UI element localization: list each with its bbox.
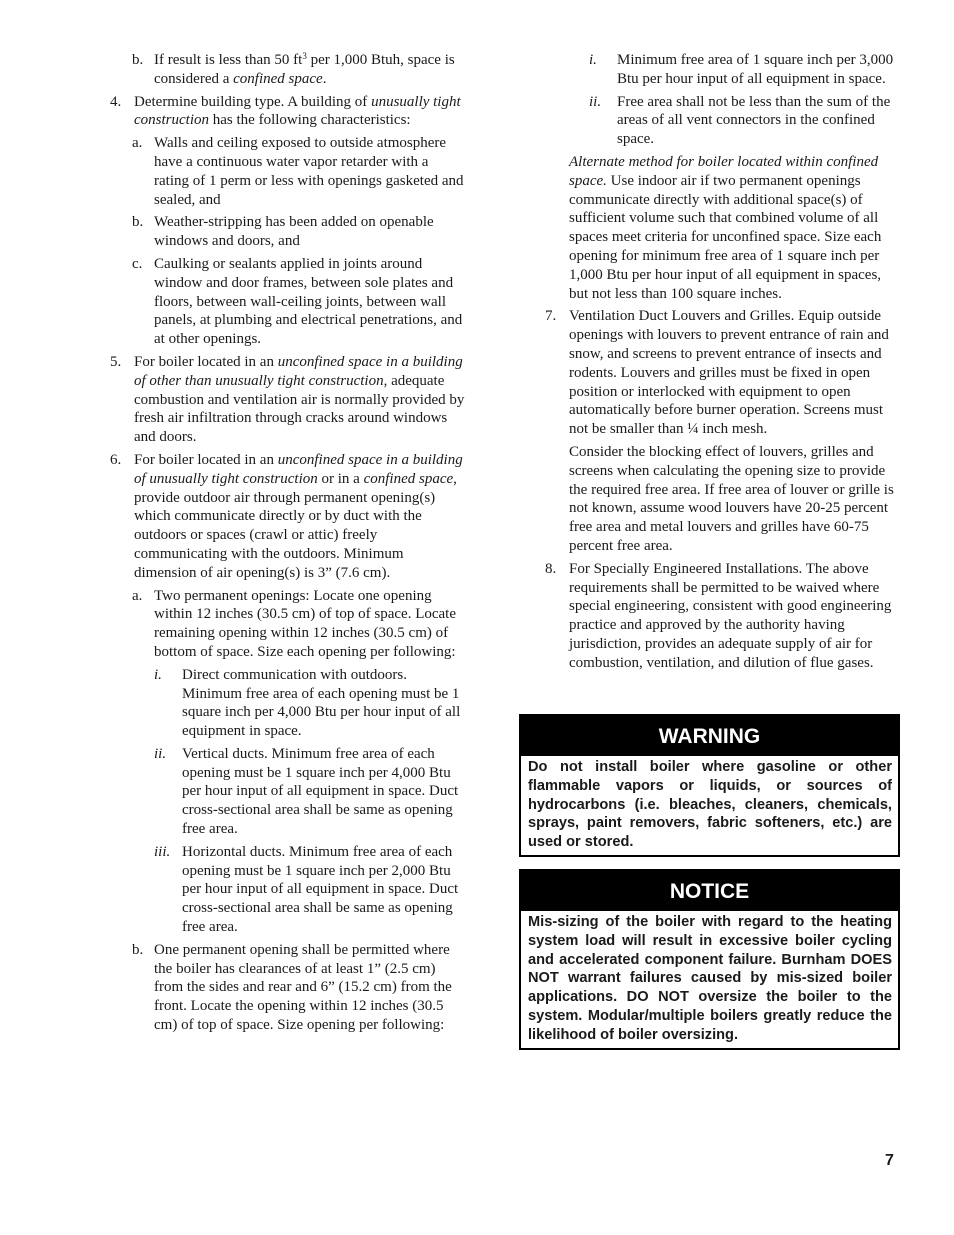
list-label: b.: [132, 941, 144, 958]
alternate-method-paragraph: Alternate method for boiler located within confined space. Use indoor air if two permanent openings communicate directly with additional space(s) of sufficient volume such that combined volume of all spaces meet criteria for unconfined space. Size each opening for minimum free area of 1 square inch per 1,000 Btu per hour input of all equipment in spaces, but not less than 100 square inches.: [569, 153, 882, 302]
notice-title: NOTICE: [521, 871, 898, 911]
list-label: 8.: [545, 560, 557, 577]
page-number: 7: [885, 1152, 894, 1169]
list-item-6b-ii: ii. Free area shall not be less than the sum of the areas of all vent connectors in the confined space.: [589, 93, 891, 148]
notice-body: Mis-sizing of the boiler with regard to the heating system load will result in excessive boiler cycling and accelerated component failure. Burnham DOES NOT warrant failures caused by mis-sized boiler applications. DO NOT oversize the boiler to the system. Modular/multiple boilers greatly reduce the likelihood of boiler oversizing.: [528, 914, 892, 1043]
list-label: a.: [132, 587, 143, 604]
list-item-4a: a. Walls and ceiling exposed to outside atmosphere have a continuous water vapor retarder with a rating of 1 perm or less with openings gasketed and sealed, and: [132, 135, 464, 208]
list-item-4b: b. Weather-stripping has been added on openable windows and doors, and: [132, 214, 434, 250]
list-label: b.: [132, 52, 144, 68]
warning-title: WARNING: [521, 716, 898, 756]
list-label: ii.: [154, 745, 167, 762]
list-item-6a-i: i. Direct communication with outdoors. Minimum free area of each opening must be 1 square inch per 4,000 Btu per hour input of all equipment in space.: [154, 666, 461, 740]
list-label: i.: [154, 666, 162, 683]
louver-paragraph: Consider the blocking effect of louvers, grilles and screens when calculating the opening size to provide the required free area. If free area of louver or grille is not known, assume wood louvers have 20-25 percent free area and metal louvers and grilles have 60-75 percent free area.: [569, 443, 894, 554]
list-label: a.: [132, 135, 143, 152]
list-label: 5.: [110, 353, 122, 370]
warning-box: [519, 714, 900, 857]
list-item-6a-ii: ii. Vertical ducts. Minimum free area of each opening must be 1 square inch per 4,000 Btu per hour input of all equipment in space. Duct cross-sectional area shall be same as opening free area.: [154, 745, 459, 838]
list-item-6a-iii: iii. Horizontal ducts. Minimum free area of each opening must be 1 square inch per 2,000 Btu per hour input of all equipment in space. Duct cross-sectional area shall be same as opening free area.: [154, 843, 459, 936]
list-label: 6.: [110, 451, 122, 468]
list-label: 7.: [545, 308, 557, 325]
list-item-4c: c. Caulking or sealants applied in joints around window and door frames, between sole plates and floors, between wall-ceiling joints, between wall panels, at plumbing and electrical penetrations, and at other openings.: [132, 255, 463, 348]
list-label: ii.: [589, 93, 602, 110]
list-label: 4.: [110, 93, 122, 110]
list-label: iii.: [154, 843, 171, 860]
list-item-4-building-type: 4. Determine building type. A building of unusually tight construction has the following characteristics:: [110, 93, 461, 129]
list-label: c.: [132, 255, 143, 272]
list-item-6a: a. Two permanent openings: Locate one opening within 12 inches (30.5 cm) of top of space. Locate remaining opening within 12 inches (30.5 cm) of bottom of space. Size each opening per following:: [132, 587, 456, 660]
list-label: b.: [132, 214, 144, 231]
list-item-7: 7. Ventilation Duct Louvers and Grilles. Equip outside openings with louvers to prevent entrance of rain and snow, and screens to prevent entrance of insects and rodents. Louvers and grilles must be fixed in open position or interlocked with equipment to open automatically before burner operation. Screens must not be smaller than ¼ inch mesh.: [545, 308, 889, 438]
list-item-6b-i: i. Minimum free area of 1 square inch per 3,000 Btu per hour input of all equipment in space.: [589, 52, 894, 87]
left-column: [110, 51, 466, 1039]
list-item-8: 8. For Specially Engineered Installations. The above requirements shall be permitted to be waived where special engineering, consistent with good engineering practice and approved by the authority having jurisdiction, provides an adequate supply of air for combustion, ventilation, and dilution of flue gases.: [545, 560, 892, 671]
notice-box: [519, 869, 900, 1050]
list-item-6: 6. For boiler located in an unconfined space in a building of unusually tight construction or in a confined space, provide outdoor air through permanent opening(s) which communicate directly or by duct with the outdoors or spaces (crawl or attic) freely communicating with the outdoors. Minimum dimension of air opening(s) is 3” (7.6 cm).: [110, 451, 463, 581]
list-item-5: 5. For boiler located in an unconfined space in a building of other than unusually tight construction, adequate combustion and ventilation air is normally provided by fresh air infiltration through cracks around windows and doors.: [110, 353, 465, 446]
warning-body: Do not install boiler where gasoline or other flammable vapors or liquids, or sources of hydrocarbons (i.e. bleaches, cleaners, chemicals, sprays, paint removers, fabric softeners, etc.) are used or stored.: [528, 759, 892, 851]
list-item-6b: b. One permanent opening shall be permitted where the boiler has clearances of at least 1” (2.5 cm) from the sides and rear and 6” (15.2 cm) from the front. Locate the opening within 12 inches (30.5 cm) of top of space. Size opening per following:: [132, 941, 452, 1034]
right-column: [545, 51, 901, 677]
list-label: i.: [589, 52, 597, 68]
list-item-b-confined-threshold: b. If result is less than 50 $ft^3$ per 1,000 Btuh, space is considered a confined space.: [132, 51, 455, 87]
